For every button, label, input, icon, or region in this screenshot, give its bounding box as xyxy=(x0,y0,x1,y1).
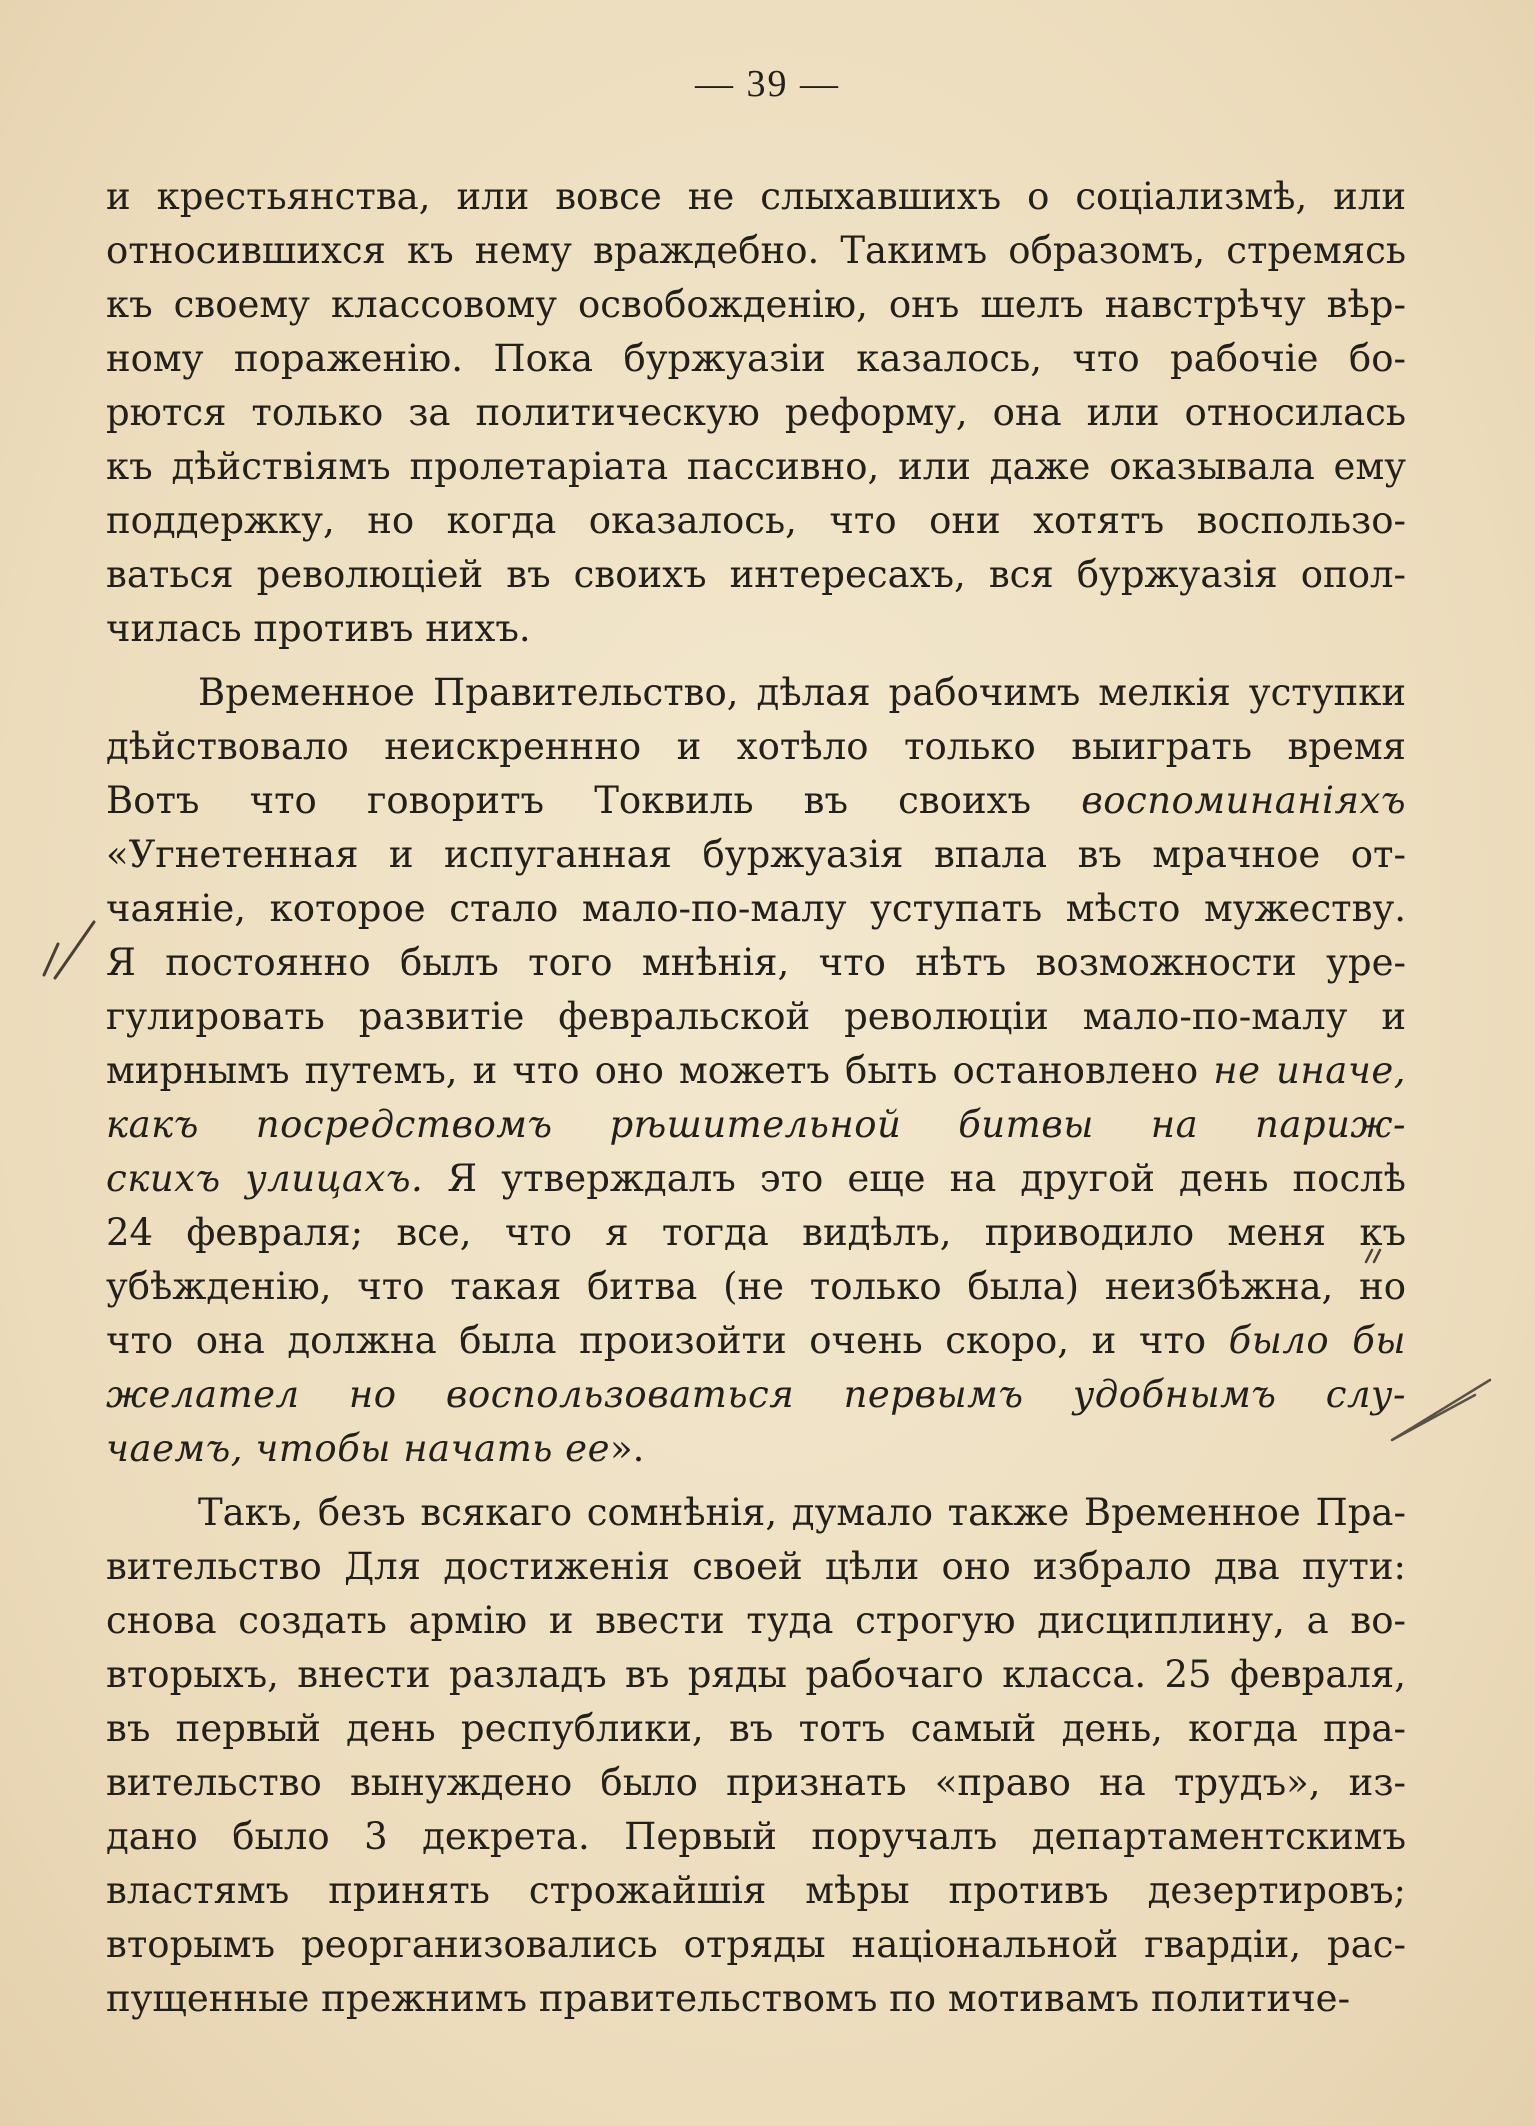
text-line xyxy=(106,1702,1406,1756)
text-line xyxy=(106,936,1406,990)
text-line xyxy=(106,1314,1406,1368)
text-segment: властямъ принять строжайшія мѣры противъ дезертировъ; xyxy=(106,1869,1406,1912)
text-segment: поддержку, но когда оказалось, что они хотятъ воспользо- xyxy=(106,499,1406,542)
text-line xyxy=(106,278,1406,332)
text-line xyxy=(106,1648,1406,1702)
text-segment: къ своему классовому освобожденію, онъ шелъ навстрѣчу вѣр- xyxy=(106,283,1406,326)
text-segment: ному пораженію. Пока буржуазіи казалось, что рабочіе бо- xyxy=(106,337,1406,380)
text-segment: что она должна была произойти очень скоро, и что xyxy=(106,1319,1229,1362)
text-segment: ». xyxy=(609,1427,645,1470)
italic-segment: желател но воспользоваться первымъ удобнымъ слу- xyxy=(106,1373,1406,1416)
text-segment: убѣжденію, что такая битва (не только была) неизбѣжна, но xyxy=(106,1265,1406,1308)
italic-segment: какъ посредствомъ рѣшительной битвы на париж- xyxy=(106,1103,1406,1146)
text-segment: снова создать армію и ввести туда строгую дисциплину, а во- xyxy=(106,1599,1406,1642)
text-line xyxy=(106,1260,1406,1314)
text-segment: дѣйствовало неискреннно и хотѣло только выиграть время xyxy=(106,725,1406,768)
text-line xyxy=(106,720,1406,774)
text-segment: относившихся къ нему враждебно. Такимъ образомъ, стремясь xyxy=(106,229,1406,272)
text-line xyxy=(106,666,1406,720)
margin-pencil-stroke xyxy=(1392,1380,1490,1440)
text-segment: дано было 3 декрета. Первый поручалъ департаментскимъ xyxy=(106,1815,1406,1858)
text-segment: вторыхъ, внести разладъ въ ряды рабочаго класса. 25 февраля, xyxy=(106,1653,1406,1696)
italic-segment: было бы xyxy=(1228,1319,1406,1362)
text-line xyxy=(106,1152,1406,1206)
text-line xyxy=(106,1756,1406,1810)
text-line xyxy=(106,1540,1406,1594)
text-line xyxy=(106,170,1406,224)
text-segment: и крестьянства, или вовсе не слыхавшихъ о соціализмѣ, или xyxy=(106,175,1406,218)
text-segment: «Угнетенная и испуганная буржуазія впала въ мрачное от- xyxy=(106,833,1406,876)
text-line xyxy=(106,828,1406,882)
text-segment: Я постоянно былъ того мнѣнія, что нѣтъ возможности уре- xyxy=(106,941,1406,984)
text-segment: 24 февраля; все, что я тогда видѣлъ, приводило меня къ xyxy=(106,1211,1406,1254)
text-segment: въ первый день республики, въ тотъ самый день, когда пра- xyxy=(106,1707,1406,1750)
text-segment: вторымъ реорганизовались отряды національной гвардіи, рас- xyxy=(106,1923,1406,1966)
text-line xyxy=(106,1368,1406,1422)
text-segment: ваться революціей въ своихъ интересахъ, вся буржуазія опол- xyxy=(106,553,1406,596)
text-line xyxy=(106,1486,1406,1540)
text-segment: гулировать развитіе февральской революціи мало-по-малу и xyxy=(106,995,1406,1038)
text-line xyxy=(106,1594,1406,1648)
text-segment: Временное Правительство, дѣлая рабочимъ мелкія уступки xyxy=(198,671,1406,714)
page-number: — 39 — xyxy=(695,63,840,105)
text-segment: Я утверждалъ это еще на другой день послѣ xyxy=(423,1157,1406,1200)
text-segment: мирнымъ путемъ, и что оно можетъ быть остановлено xyxy=(106,1049,1214,1092)
text-line xyxy=(106,332,1406,386)
text-segment: чилась противъ нихъ. xyxy=(106,607,531,650)
text-line xyxy=(106,1810,1406,1864)
text-line xyxy=(106,1918,1406,1972)
text-line xyxy=(106,1864,1406,1918)
text-line xyxy=(106,1098,1406,1152)
margin-pencil-mark xyxy=(44,922,94,978)
text-line xyxy=(106,1972,1406,2026)
italic-segment: воспоминаніяхъ xyxy=(1081,779,1406,822)
text-segment: Вотъ что говоритъ Токвиль въ своихъ xyxy=(106,779,1082,822)
italic-segment: скихъ улицахъ. xyxy=(106,1157,424,1200)
text-line xyxy=(106,774,1406,828)
text-line xyxy=(106,602,1406,656)
text-segment: вительство вынуждено было признать «право на трудъ», из- xyxy=(106,1761,1406,1804)
italic-segment: не иначе, xyxy=(1213,1049,1406,1092)
body-text xyxy=(106,170,1406,2026)
text-segment: чаяніе, которое стало мало-по-малу уступать мѣсто мужеству. xyxy=(106,887,1406,930)
italic-segment: чаемъ, чтобы начать ее xyxy=(106,1427,610,1470)
text-line xyxy=(106,440,1406,494)
text-line xyxy=(106,224,1406,278)
text-line xyxy=(106,494,1406,548)
text-segment: Такъ, безъ всякаго сомнѣнія, думало также Временное Пра- xyxy=(198,1491,1406,1534)
text-line xyxy=(106,990,1406,1044)
text-line xyxy=(106,548,1406,602)
text-line xyxy=(106,386,1406,440)
text-line xyxy=(106,1206,1406,1260)
text-line xyxy=(106,882,1406,936)
text-segment: къ дѣйствіямъ пролетаріата пассивно, или даже оказывала ему xyxy=(106,445,1406,488)
text-line xyxy=(106,1422,1406,1476)
text-segment: вительство Для достиженія своей цѣли оно избрало два пути: xyxy=(106,1545,1406,1588)
text-line xyxy=(106,1044,1406,1098)
text-segment: рются только за политическую реформу, она или относилась xyxy=(106,391,1406,434)
text-segment: пущенные прежнимъ правительствомъ по мотивамъ политиче- xyxy=(106,1977,1351,2020)
